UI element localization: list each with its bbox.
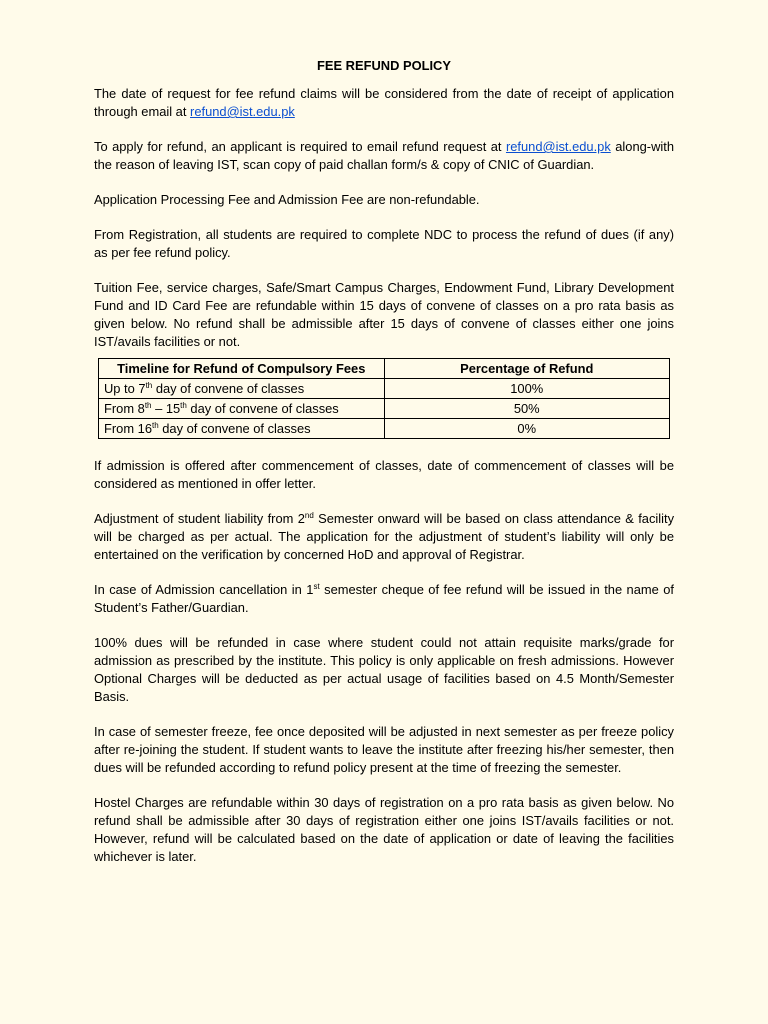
- paragraph-liability-adjustment: Adjustment of student liability from 2nd Semester onward will be based on class attendance & facility will be charged as per actual. The application for the adjustment of student’s liability will only be entertained on the verification by concerned HoD and approval of Registrar.: [94, 511, 675, 562]
- timeline-cell: Up to 7th day of convene of classes: [99, 379, 385, 399]
- paragraph-commencement: If admission is offered after commencement of classes, date of commencement of classes will be considered as mentioned in offer letter.: [94, 458, 674, 491]
- paragraph-apply-refund: [94, 138, 674, 174]
- column-header: Percentage of Refund: [384, 359, 670, 379]
- paragraph-text: along-with the reason of leaving IST, scan copy of paid challan form/s & copy of CNIC of Guardian.: [94, 139, 674, 172]
- table-row: [99, 399, 670, 419]
- paragraph-semester-freeze: In case of semester freeze, fee once deposited will be adjusted in next semester as per freeze policy after re-joining the student. If student wants to leave the institute after freezing his/her semester, then dues will be refunded according to refund policy present at the time of freezing the semester.: [94, 724, 674, 775]
- page-title: FEE REFUND POLICY: [317, 58, 451, 73]
- column-header: Timeline for Refund of Compulsory Fees: [99, 359, 385, 379]
- percentage-cell: 100%: [384, 379, 670, 399]
- paragraph-non-refundable: Application Processing Fee and Admission Fee are non-refundable.: [94, 192, 480, 207]
- table-row: [99, 419, 670, 439]
- timeline-cell: From 8th – 15th day of convene of classes: [99, 399, 385, 419]
- table-header-row: [99, 359, 670, 379]
- paragraph-text: To apply for refund, an applicant is required to email refund request at: [94, 139, 506, 154]
- paragraph-ndc: From Registration, all students are required to complete NDC to process the refund of dues (if any) as per fee refund policy.: [94, 227, 674, 260]
- timeline-cell: From 16th day of convene of classes: [99, 419, 385, 439]
- paragraph-admission-cancellation: In case of Admission cancellation in 1st semester cheque of fee refund will be issued in the name of Student’s Father/Guardian.: [94, 582, 674, 615]
- email-link[interactable]: refund@ist.edu.pk: [505, 139, 611, 154]
- paragraph-tuition-fee: Tuition Fee, service charges, Safe/Smart Campus Charges, Endowment Fund, Library Development Fund and ID Card Fee are refundable within 15 days of convene of classes on a pro rata basis as given below. No refund shall be admissible after 15 days of convene of classes either one joins IST/avails facilities or not.: [94, 280, 674, 349]
- percentage-cell: 0%: [384, 419, 670, 439]
- email-link[interactable]: refund@ist.edu.pk: [190, 104, 295, 119]
- paragraph-request-date: [94, 85, 674, 121]
- paragraph-text: The date of request for fee refund claims will be considered from the date of receipt of application through email at: [94, 86, 674, 119]
- table-row: [99, 379, 670, 399]
- percentage-cell: 50%: [384, 399, 670, 419]
- refund-table: [98, 358, 670, 439]
- paragraph-full-refund: 100% dues will be refunded in case where student could not attain requisite marks/grade for admission as prescribed by the institute. This policy is only applicable on fresh admissions. However Optional Charges will be deducted as per actual usage of facilities based on 4.5 Month/Semester Basis.: [94, 635, 674, 704]
- paragraph-hostel-charges: Hostel Charges are refundable within 30 days of registration on a pro rata basis as given below. No refund shall be admissible after 30 days of registration either one joins IST/avails facilities or not. However, refund will be calculated based on the date of application or date of leaving the facilities whichever is later.: [94, 795, 674, 864]
